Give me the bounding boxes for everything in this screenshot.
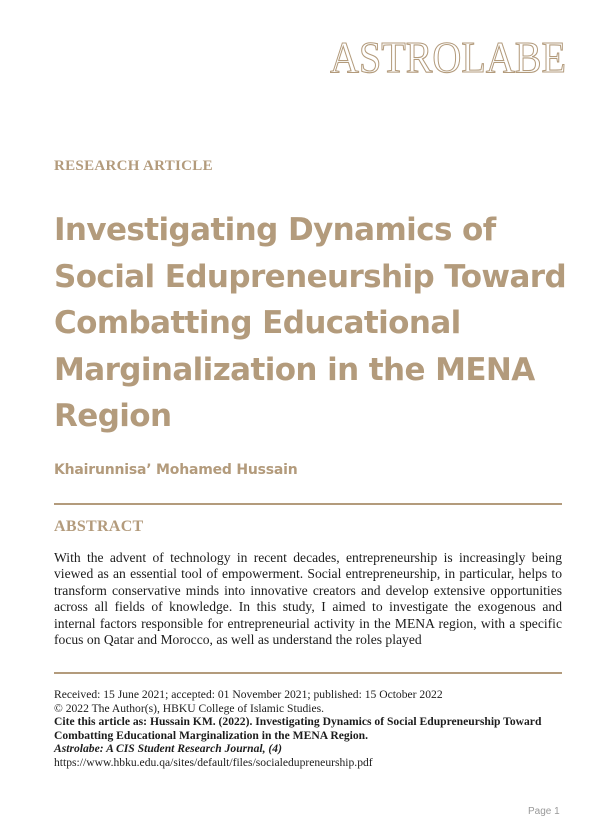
abstract-top-divider	[54, 503, 562, 505]
publication-dates: Received: 15 June 2021; accepted: 01 November 2021; published: 15 October 2022	[54, 688, 443, 701]
page-number: Page 1	[528, 806, 560, 817]
abstract-text: With the advent of technology in recent decades, entrepreneurship is increasingly being viewed as an essential tool of empowerment. Social entrepreneurship, in particular, helps to transform conservative minds into innovative creators and develop extensive opportunities across all fields of knowledge. In this study, I aimed to investigate the exogenous and internal factors responsible for entrepreneurial activity in the MENA region, with a specific focus on Qatar and Morocco, as well as understand the roles played	[54, 550, 562, 648]
abstract-heading: ABSTRACT	[54, 518, 144, 535]
author-name: Khairunnisa’ Mohamed Hussain	[54, 462, 298, 478]
abstract-bottom-divider	[54, 672, 562, 674]
article-type-label: RESEARCH ARTICLE	[54, 158, 213, 174]
citation: Cite this article as: Hussain KM. (2022). Investigating Dynamics of Social Edupreneurship Toward Combatting Educational Marginalization in the MENA Region.	[54, 715, 542, 742]
article-url[interactable]: https://www.hbku.edu.qa/sites/default/files/socialedupreneurship.pdf	[54, 755, 373, 769]
article-title: Investigating Dynamics of Social Edupreneurship Toward Combatting Educational Marginalization in the MENA Region	[54, 212, 567, 434]
logo-wordmark: ASTROLABE	[330, 33, 566, 82]
article-metadata	[54, 688, 574, 770]
astrolabe-logo-icon	[330, 32, 570, 82]
journal-reference: Astrolabe: A CIS Student Research Journal, (4)	[54, 742, 282, 756]
journal-logo	[330, 32, 570, 82]
copyright-notice: © 2022 The Author(s), HBKU College of Islamic Studies.	[54, 701, 325, 715]
